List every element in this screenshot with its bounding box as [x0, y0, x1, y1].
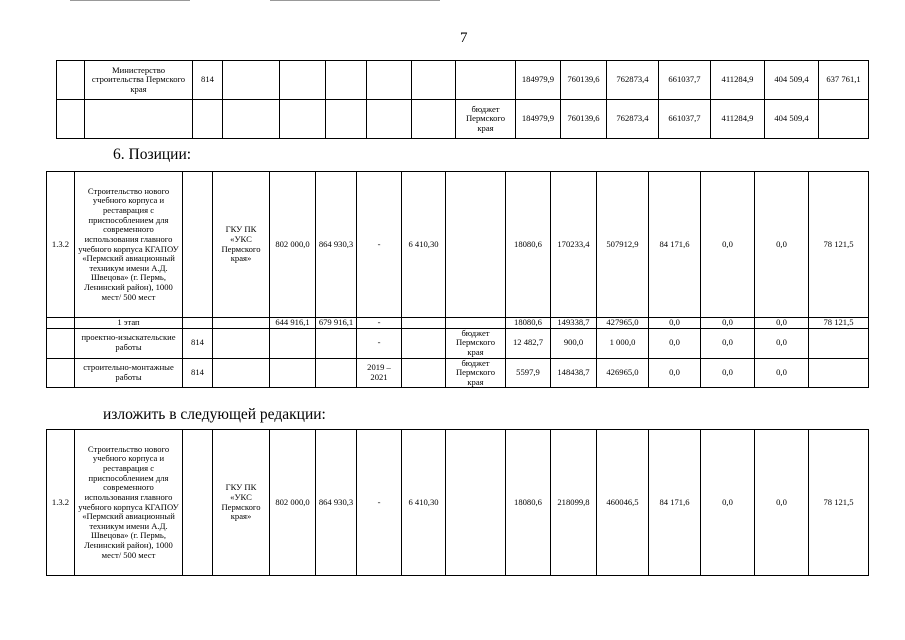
col-capacity-cell: 6 410,30	[402, 430, 446, 576]
table-positions-current	[46, 171, 869, 388]
col-name-cell: 1 этап	[75, 318, 183, 329]
col-name-cell: проектно-изыскательские работы	[75, 328, 183, 358]
col-executor-cell	[213, 328, 270, 358]
col-code-cell: 814	[193, 61, 223, 100]
col-code-cell	[183, 172, 213, 318]
col-cost-estimate-cell: 644 916,1	[270, 318, 316, 329]
col-year-2022-cell: 661037,7	[659, 100, 711, 139]
col-executor-cell	[213, 318, 270, 329]
col-year-2019-cell: 18080,6	[506, 318, 551, 329]
col-year-2022-cell: 661037,7	[659, 61, 711, 100]
col-year-2020-cell: 760139,6	[561, 100, 607, 139]
col-executor-cell	[223, 100, 280, 139]
col-year-2019-cell: 12 482,7	[506, 328, 551, 358]
col-capacity-cell	[402, 328, 446, 358]
col-code-cell	[183, 430, 213, 576]
col-year-2021-cell: 762873,4	[607, 100, 659, 139]
col-year-2024-cell: 404 509,4	[765, 100, 819, 139]
col-year-2023-cell: 411284,9	[711, 61, 765, 100]
col-year-2021-cell: 762873,4	[607, 61, 659, 100]
col-source-cell: бюджет Пермского края	[446, 328, 506, 358]
col-cost-estimate-cell: 802 000,0	[270, 430, 316, 576]
col-year-2023-cell: 0,0	[701, 358, 755, 388]
col-year-2020-cell: 218099,8	[551, 430, 597, 576]
col-year-2020-cell: 170233,4	[551, 172, 597, 318]
col-year-2020-cell: 149338,7	[551, 318, 597, 329]
col-year-2021-cell: 1 000,0	[597, 328, 649, 358]
col-period-cell: -	[357, 318, 402, 329]
col-name-cell	[85, 100, 193, 139]
col-source-cell	[446, 430, 506, 576]
col-year-2022-cell: 0,0	[649, 318, 701, 329]
col-period-cell	[367, 100, 412, 139]
col-cost-actual-cell	[316, 328, 357, 358]
table-positions-new-edition	[46, 429, 869, 576]
col-year-2019-cell: 18080,6	[506, 172, 551, 318]
col-year-2023-cell: 411284,9	[711, 100, 765, 139]
col-executor-cell: ГКУ ПК «УКС Пермского края»	[213, 172, 270, 318]
col-source-cell	[446, 318, 506, 329]
col-number-cell	[47, 358, 75, 388]
col-year-2023-cell: 0,0	[701, 430, 755, 576]
col-period-cell: -	[357, 328, 402, 358]
table-row-stage-1	[47, 318, 869, 329]
table-row-ministry	[57, 61, 869, 100]
col-year-2023-cell: 0,0	[701, 328, 755, 358]
section-heading: 6. Позиции:	[113, 146, 192, 163]
col-year-2021-cell: 507912,9	[597, 172, 649, 318]
table-row-position-main	[47, 172, 869, 318]
table-row-ministry-budget	[57, 100, 869, 139]
col-code-cell: 814	[183, 358, 213, 388]
col-source-cell: бюджет Пермского края	[456, 100, 516, 139]
col-source-cell	[456, 61, 516, 100]
col-year-2021-cell: 427965,0	[597, 318, 649, 329]
col-year-2025-cell	[819, 100, 869, 139]
page-number: 7	[460, 30, 468, 46]
col-year-2022-cell: 84 171,6	[649, 172, 701, 318]
col-year-2024-cell: 0,0	[755, 358, 809, 388]
col-code-cell: 814	[183, 328, 213, 358]
col-period-cell: 2019 – 2021	[357, 358, 402, 388]
col-source-cell	[446, 172, 506, 318]
top-edge-line-left	[70, 0, 190, 1]
col-year-2019-cell: 184979,9	[516, 100, 561, 139]
col-name-cell: Строительство нового учебного корпуса и реставрация с приспособлением для современного использования главного учебного корпуса КГАПОУ «Пермский авиационный техникум имени А.Д. Швецова» (г. Пермь, Ленинский район), 1000 мест/ 500 мест	[75, 430, 183, 576]
col-year-2024-cell: 0,0	[755, 318, 809, 329]
table-ministry-totals	[56, 60, 869, 139]
table-row-position-main-new	[47, 430, 869, 576]
col-cost-estimate-cell: 802 000,0	[270, 172, 316, 318]
col-year-2025-cell	[809, 358, 869, 388]
table-row-construction-works	[47, 358, 869, 388]
col-period-cell: -	[357, 172, 402, 318]
col-year-2025-cell	[809, 328, 869, 358]
col-number-cell: 1.3.2	[47, 172, 75, 318]
col-code-cell	[193, 100, 223, 139]
col-cost-actual-cell	[326, 61, 367, 100]
col-year-2022-cell: 0,0	[649, 358, 701, 388]
col-capacity-cell	[412, 100, 456, 139]
col-number-cell	[57, 61, 85, 100]
col-year-2024-cell: 0,0	[755, 430, 809, 576]
col-name-cell: строительно-монтажные работы	[75, 358, 183, 388]
col-executor-cell	[223, 61, 280, 100]
col-year-2023-cell: 0,0	[701, 318, 755, 329]
col-year-2020-cell: 148438,7	[551, 358, 597, 388]
col-cost-estimate-cell	[280, 61, 326, 100]
col-cost-actual-cell	[326, 100, 367, 139]
col-year-2020-cell: 900,0	[551, 328, 597, 358]
col-capacity-cell	[402, 358, 446, 388]
col-capacity-cell	[412, 61, 456, 100]
col-year-2020-cell: 760139,6	[561, 61, 607, 100]
col-year-2019-cell: 184979,9	[516, 61, 561, 100]
col-year-2021-cell: 460046,5	[597, 430, 649, 576]
top-edge-line-right	[270, 0, 440, 1]
col-number-cell	[47, 328, 75, 358]
col-year-2024-cell: 404 509,4	[765, 61, 819, 100]
col-source-cell: бюджет Пермского края	[446, 358, 506, 388]
col-number-cell	[47, 318, 75, 329]
col-year-2021-cell: 426965,0	[597, 358, 649, 388]
col-year-2024-cell: 0,0	[755, 172, 809, 318]
col-year-2024-cell: 0,0	[755, 328, 809, 358]
col-year-2022-cell: 0,0	[649, 328, 701, 358]
col-capacity-cell	[402, 318, 446, 329]
table-row-design-works	[47, 328, 869, 358]
col-cost-actual-cell: 864 930,3	[316, 172, 357, 318]
col-year-2019-cell: 18080,6	[506, 430, 551, 576]
col-name-cell: Министерство строительства Пермского края	[85, 61, 193, 100]
col-period-cell	[367, 61, 412, 100]
col-year-2025-cell: 78 121,5	[809, 318, 869, 329]
col-period-cell: -	[357, 430, 402, 576]
col-year-2025-cell: 78 121,5	[809, 430, 869, 576]
col-name-cell: Строительство нового учебного корпуса и реставрация с приспособлением для современного использования главного учебного корпуса КГАПОУ «Пермский авиационный техникум имени А.Д. Швецова» (г. Пермь, Ленинский район), 1000 мест/ 500 мест	[75, 172, 183, 318]
col-cost-actual-cell: 864 930,3	[316, 430, 357, 576]
col-number-cell: 1.3.2	[47, 430, 75, 576]
col-year-2025-cell: 78 121,5	[809, 172, 869, 318]
col-code-cell	[183, 318, 213, 329]
col-year-2019-cell: 5597,9	[506, 358, 551, 388]
col-cost-actual-cell	[316, 358, 357, 388]
col-cost-estimate-cell	[270, 328, 316, 358]
col-year-2023-cell: 0,0	[701, 172, 755, 318]
col-capacity-cell: 6 410,30	[402, 172, 446, 318]
col-number-cell	[57, 100, 85, 139]
col-cost-actual-cell: 679 916,1	[316, 318, 357, 329]
col-executor-cell: ГКУ ПК «УКС Пермского края»	[213, 430, 270, 576]
col-year-2022-cell: 84 171,6	[649, 430, 701, 576]
col-year-2025-cell: 637 761,1	[819, 61, 869, 100]
col-cost-estimate-cell	[270, 358, 316, 388]
replace-heading: изложить в следующей редакции:	[103, 406, 326, 423]
col-executor-cell	[213, 358, 270, 388]
col-cost-estimate-cell	[280, 100, 326, 139]
